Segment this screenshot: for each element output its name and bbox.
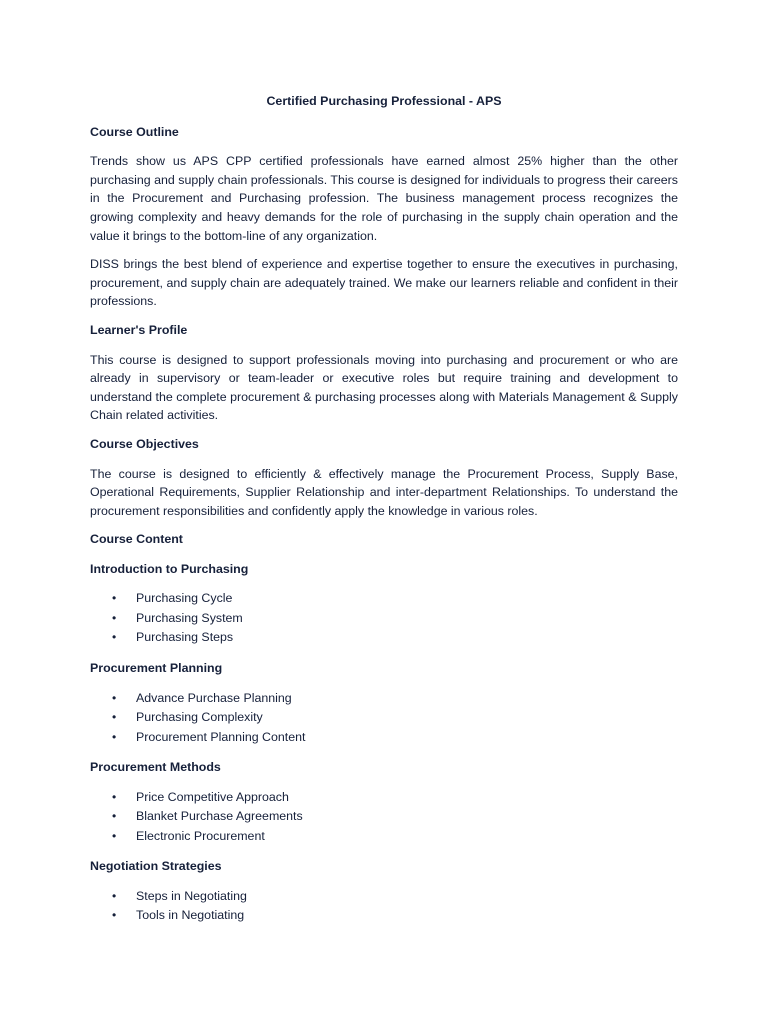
section-heading-course-content: Course Content [90,532,183,547]
list-item [90,609,678,629]
bullet-icon: • [112,710,117,725]
bullet-list-procurement-planning [90,689,678,748]
list-item [90,689,678,709]
section-heading-course-outline: Course Outline [90,124,179,139]
list-item-label: Price Competitive Approach [136,789,289,804]
module-heading-introduction-to-purchasing: Introduction to Purchasing [90,561,249,576]
list-item [90,628,678,648]
bullet-list-introduction-to-purchasing [90,589,678,648]
bullet-icon: • [112,809,117,824]
list-item [90,807,678,827]
list-item-label: Purchasing Cycle [136,591,233,606]
list-item-label: Purchasing Complexity [136,710,263,725]
bullet-list-procurement-methods [90,788,678,847]
list-item-label: Advance Purchase Planning [136,690,292,705]
document-title: Certified Purchasing Professional - APS [266,94,502,108]
list-item [90,788,678,808]
bullet-icon: • [112,630,117,645]
section-heading-course-objectives: Course Objectives [90,436,199,451]
list-item [90,906,678,926]
section-heading-learners-profile: Learner's Profile [90,322,188,337]
list-item-label: Purchasing System [136,610,243,625]
bullet-icon: • [112,729,117,744]
module-heading-procurement-planning: Procurement Planning [90,660,223,675]
list-item [90,827,678,847]
module-heading-procurement-methods: Procurement Methods [90,760,221,775]
bullet-icon: • [112,828,117,843]
list-item-label: Tools in Negotiating [136,908,245,923]
bullet-icon: • [112,888,117,903]
bullet-icon: • [112,610,117,625]
list-item-label: Steps in Negotiating [136,888,247,903]
bullet-icon: • [112,908,117,923]
bullet-icon: • [112,591,117,606]
list-item [90,887,678,907]
list-item-label: Blanket Purchase Agreements [136,809,303,824]
list-item [90,728,678,748]
document-page [90,92,678,937]
bullet-list-negotiation-strategies [90,887,678,926]
list-item-label: Electronic Procurement [136,828,265,843]
module-heading-negotiation-strategies: Negotiation Strategies [90,859,222,874]
paragraph-course-objectives: The course is designed to efficiently & effectively manage the Procurement Process, Supply Base, Operational Requirements, Supplier Relationship and inter-department Relationships. To understand the procurement responsibilities and confidently apply the knowledge in various roles. [90,466,678,518]
bullet-icon: • [112,789,117,804]
list-item [90,589,678,609]
paragraph-course-outline-1: Trends show us APS CPP certified professionals have earned almost 25% higher than the other purchasing and supply chain professionals. This course is designed for individuals to progress their careers in the Procurement and Purchasing profession. The business management process recognizes the growing complexity and heavy demands for the role of purchasing in the supply chain operation and the value it brings to the bottom-line of any organization. [90,154,678,243]
list-item-label: Purchasing Steps [136,630,234,645]
paragraph-learners-profile: This course is designed to support professionals moving into purchasing and procurement or who are already in supervisory or team-leader or executive roles but require training and development to understand the complete procurement & purchasing processes along with Materials Management & Supply Chain related activities. [90,352,678,423]
paragraph-course-outline-2: DISS brings the best blend of experience and expertise together to ensure the executives in purchasing, procurement, and supply chain are adequately trained. We make our learners reliable and confident in their professions. [90,257,678,309]
bullet-icon: • [112,690,117,705]
list-item-label: Procurement Planning Content [136,729,306,744]
list-item [90,708,678,728]
